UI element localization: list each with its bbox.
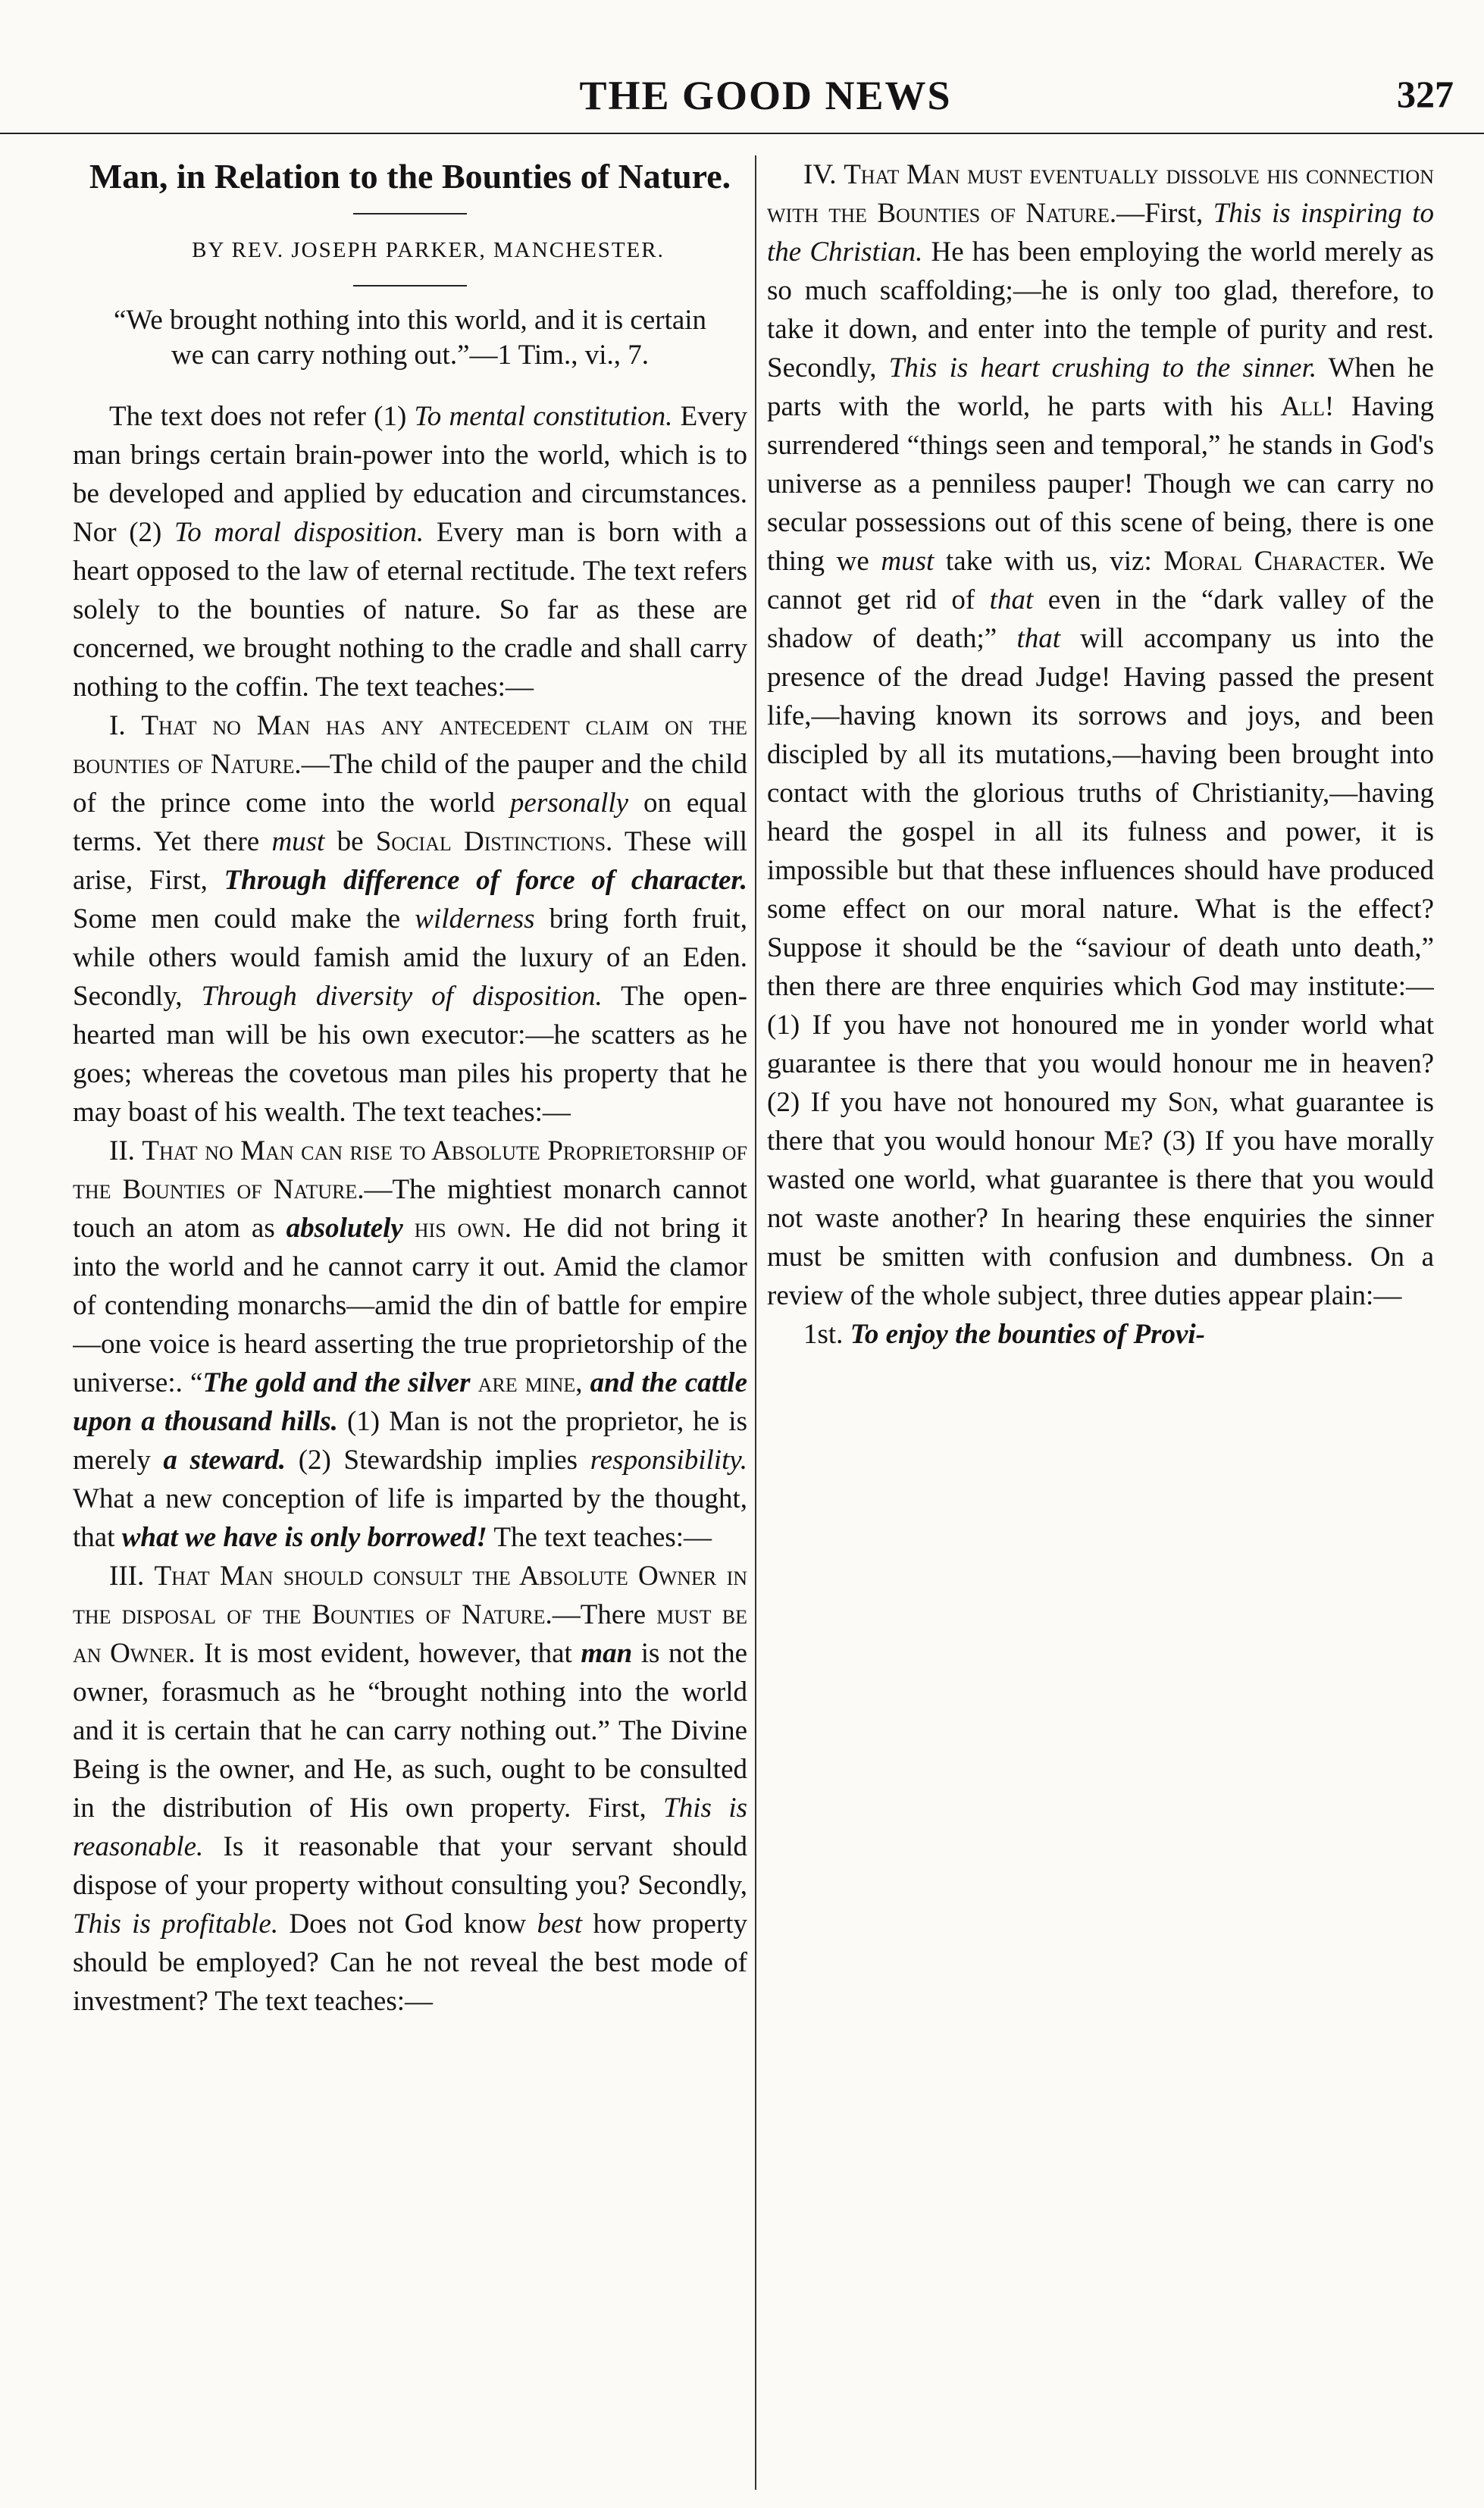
paragraph-section-1	[73, 706, 747, 1132]
text-run: Some men could make the	[73, 903, 415, 935]
text-run: Son	[1167, 1087, 1212, 1118]
column-rule	[755, 155, 756, 2490]
text-run: (1) Man is not the proprietor, he is merely	[73, 1406, 747, 1476]
text-run: This is reasonable.	[73, 1793, 747, 1862]
text-run: man	[581, 1638, 633, 1669]
text-run: personally	[509, 787, 629, 819]
text-run: II.	[109, 1135, 142, 1166]
text-run: This is heart crushing to the sinner.	[888, 352, 1317, 384]
text-run: his own.	[414, 1213, 512, 1244]
text-run: be	[324, 826, 376, 857]
paragraph-section-2	[73, 1132, 747, 1557]
text-run: Through diversity of disposition.	[201, 981, 603, 1012]
left-column	[73, 155, 747, 2490]
text-run: on equal terms. Yet there	[73, 787, 747, 857]
text-run	[403, 1213, 415, 1244]
text-run: When he parts with the world, he parts with his	[767, 352, 1434, 422]
text-run: Social Distinctions.	[375, 826, 613, 857]
text-run	[471, 1367, 478, 1398]
text-run: bring forth fruit, while others would famish amid the luxury of an Eden. Secondly,	[73, 903, 747, 1012]
title-rule	[353, 213, 467, 214]
text-run: These will arise, First,	[73, 826, 747, 896]
running-title: THE GOOD NEWS	[579, 73, 952, 118]
text-run: The gold and the silver	[202, 1367, 471, 1398]
text-run: take with us, viz:	[934, 546, 1164, 577]
text-run: IV.	[803, 159, 844, 190]
text-run: absolutely	[286, 1213, 403, 1244]
text-run: That Man should consult the Absolute Owner in the disposal of the Bounties of Nature.	[73, 1561, 747, 1630]
text-run: wilderness	[415, 903, 535, 935]
text-run: responsibility.	[590, 1445, 747, 1476]
text-run: how property should be employed? Can he not reveal the best mode of investment? The text teaches:—	[73, 1908, 747, 2017]
paragraph-duty-1	[767, 1315, 1434, 1354]
article-title: Man, in Relation to the Bounties of Nature.	[89, 157, 731, 196]
text-run: is not the owner, forasmuch as he “brought nothing into the world and it is certain that he can carry nothing out.” The Divine Being is the owner, and He, as such, ought to be consulted in the distribution of His own property. First,	[73, 1638, 747, 1824]
right-column	[767, 155, 1434, 2490]
text-run: a steward.	[163, 1445, 286, 1476]
text-run: Moral Character.	[1163, 546, 1386, 577]
running-head	[0, 72, 1484, 134]
text-run: This is profitable.	[73, 1908, 279, 1940]
text-run: Me	[1104, 1126, 1141, 1157]
text-run: To moral disposition.	[174, 517, 424, 548]
text-run: ? (3) If you have morally wasted one world, what guarantee is there that you would not waste another? In hearing these enquiries the sinner must be smitten with confusion and dumbness. On a review of the whole subject, three duties appear plain:—	[767, 1126, 1434, 1311]
paragraph-intro	[73, 397, 747, 706]
text-run: He did not bring it into the world and he cannot carry it out. Amid the clamor of contending monarchs—amid the din of battle for empire—one voice is heard asserting the true proprietorship of the universe:. “	[73, 1213, 747, 1398]
text-run: what we have is only borrowed!	[121, 1522, 487, 1553]
text-run: What a new conception of life is imparted by the thought, that	[73, 1483, 747, 1553]
byline-rule	[353, 285, 467, 286]
text-run: That no Man has any antecedent claim on the bounties of Nature.	[73, 710, 747, 780]
text-run: Every man brings certain brain-power into the world, which is to be developed and applied by education and circumstances. Nor (2)	[73, 401, 747, 548]
text-run: that	[1016, 623, 1061, 654]
text-run: This is inspiring to the Christian.	[767, 198, 1434, 268]
text-run: To enjoy the bounties of Provi-	[850, 1319, 1206, 1350]
text-run: , what guarantee is there that you would honour	[767, 1087, 1434, 1157]
text-run: All!	[1280, 391, 1335, 422]
epigraph: “We brought nothing into this world, and it is certain we can carry nothing out.”—1 Tim., vi., 7.	[113, 305, 707, 371]
text-run: Having surrendered “things seen and temporal,” he stands in God's universe as a penniless pauper! Though we can carry no secular possessions out of this scene of being, there is one thing we	[767, 391, 1434, 577]
text-run: The text teaches:—	[487, 1522, 712, 1553]
text-run: ,	[575, 1367, 590, 1398]
text-run: —The mightiest monarch cannot touch an atom as	[73, 1174, 747, 1244]
text-run: best	[537, 1908, 583, 1940]
text-run: Through difference of force of character.	[224, 865, 747, 896]
text-run: that	[989, 584, 1034, 615]
text-run: must be an Owner.	[73, 1599, 747, 1669]
text-run: must	[881, 546, 935, 577]
text-run: and the cattle upon a thousand hills.	[73, 1367, 747, 1437]
text-run: Every man is born with a heart opposed to the law of eternal rectitude. The text refers solely to the bounties of nature. So far as these are concerned, we brought nothing to the cradle and shall carry nothing to the coffin. The text teaches:—	[73, 517, 747, 703]
text-run: —There	[552, 1599, 657, 1630]
text-run: The open-hearted man will be his own executor:—he scatters as he goes; whereas the covetous man piles his property that he may boast of his wealth. The text teaches:—	[73, 981, 747, 1128]
byline: BY REV. JOSEPH PARKER, MANCHESTER.	[192, 238, 665, 262]
text-run: III.	[109, 1561, 155, 1592]
text-run: will accompany us into the presence of the dread Judge! Having passed the present life,—having known its sorrows and joys, and been discipled by all its mutations,—having been brought into contact with the glorious truths of Christianity,—having heard the gospel in all its fulness and power, it is impossible but that these influences should have produced some effect on our moral nature. What is the effect? Suppose it should be the “saviour of death unto death,” then there are three enquiries which God may institute:—(1) If you have not honoured me in yonder world what guarantee is there that you would honour me in heaven? (2) If you have not honoured my	[767, 623, 1434, 1118]
text-run: That Man must eventually dissolve his connection with the Bounties of Nature.	[767, 159, 1434, 229]
text-run: I.	[109, 710, 142, 741]
text-run: It is most evident, however, that	[195, 1638, 581, 1669]
text-run: To mental constitution.	[414, 401, 673, 432]
text-run: —First,	[1116, 198, 1213, 229]
text-run: The text does not refer (1)	[109, 401, 415, 432]
text-run: are mine	[477, 1367, 576, 1398]
text-run: Is it reasonable that your servant should dispose of your property without consulting you? Secondly,	[73, 1831, 747, 1901]
text-run: must	[271, 826, 325, 857]
paragraph-section-4	[767, 155, 1434, 1315]
text-run: We cannot get rid of	[767, 546, 1434, 615]
text-run: (2) Stewardship implies	[286, 1445, 590, 1476]
page-number: 327	[1397, 73, 1454, 115]
text-run: He has been employing the world merely as so much scaffolding;—he is only too glad, therefore, to take it down, and enter into the temple of purity and rest. Secondly,	[767, 236, 1434, 384]
text-run: —The child of the pauper and the child of the prince come into the world	[73, 749, 747, 819]
paragraph-section-3	[73, 1557, 747, 2021]
text-run: even in the “dark valley of the shadow of death;”	[767, 584, 1434, 654]
text-run: 1st.	[803, 1319, 850, 1350]
text-run: Does not God know	[278, 1908, 537, 1940]
text-run: That no Man can rise to Absolute Proprietorship of the Bounties of Nature.	[73, 1135, 747, 1205]
